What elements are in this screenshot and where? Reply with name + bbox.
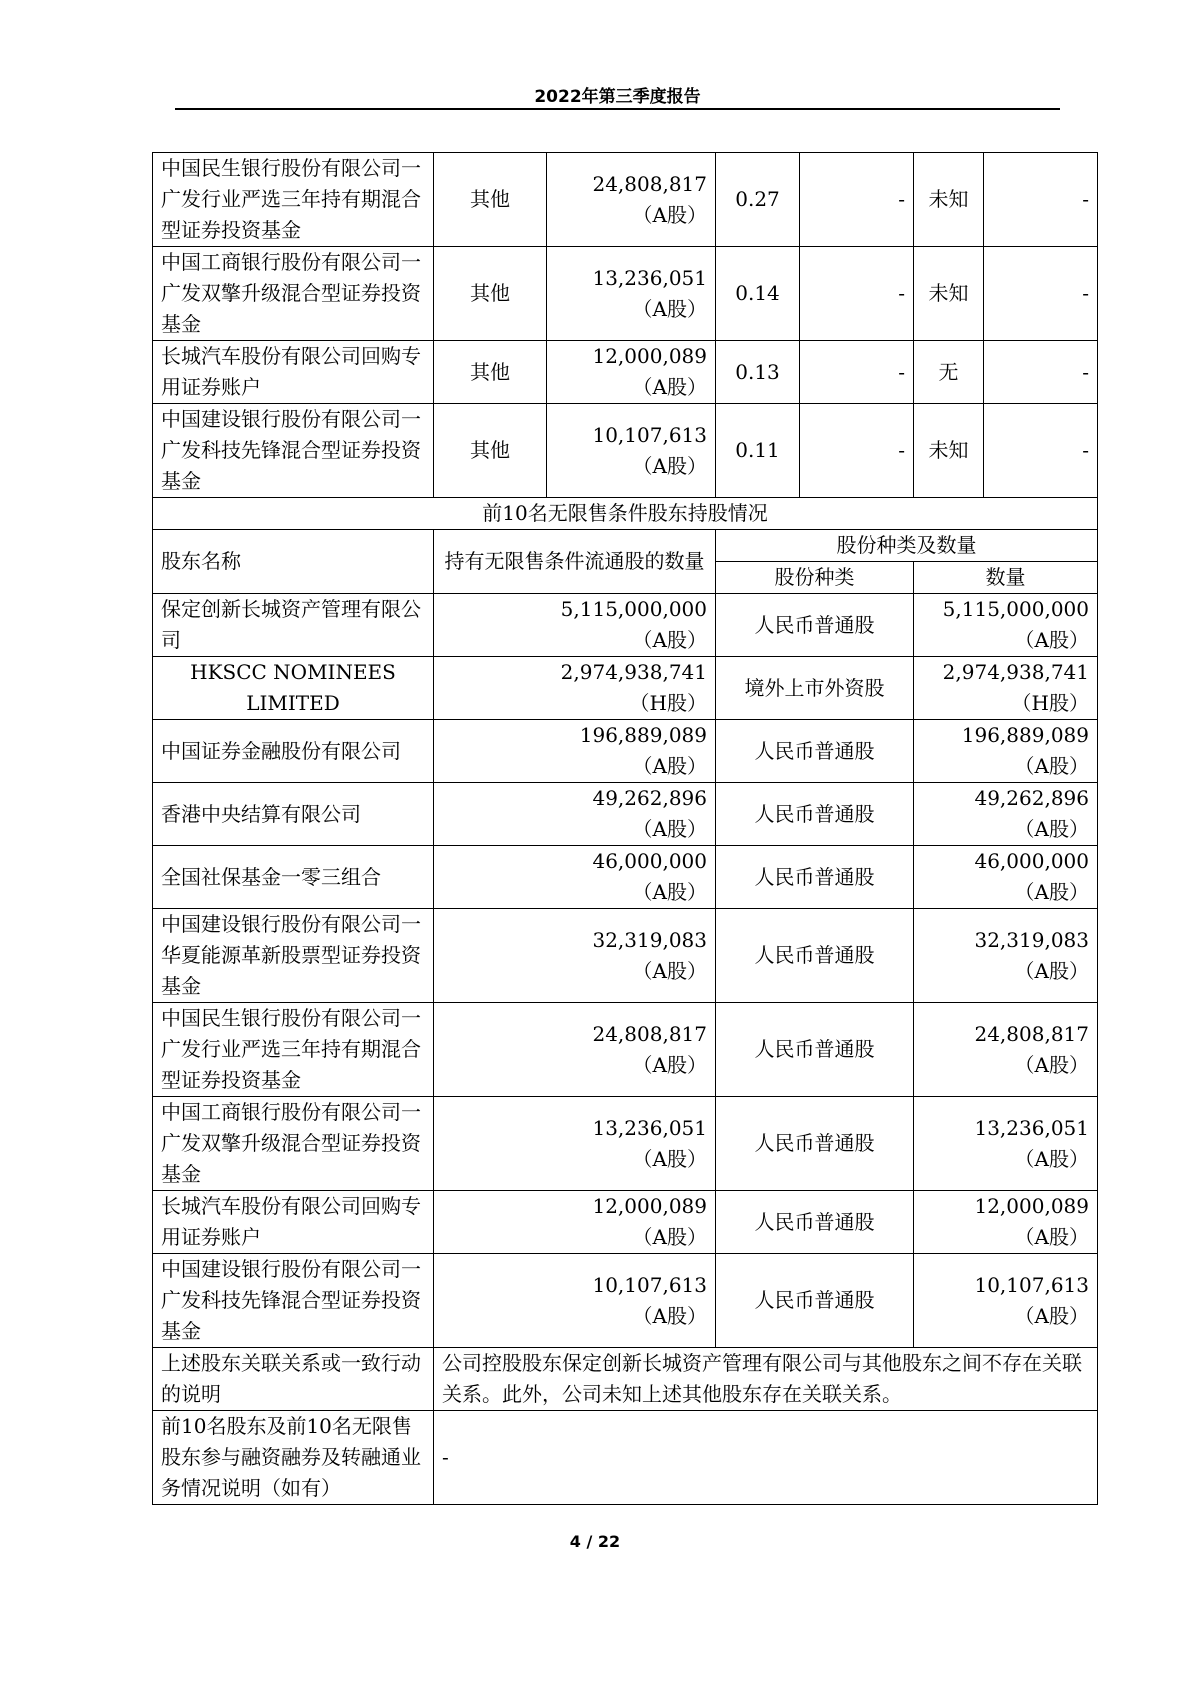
holder-name-cell: 长城汽车股份有限公司回购专用证券账户 xyxy=(153,1191,434,1254)
qty-class: （A股） xyxy=(1014,1146,1089,1171)
qty-class: （A股） xyxy=(1014,1303,1089,1328)
qty-cell xyxy=(914,594,1098,657)
qty-value: 32,319,083 xyxy=(974,927,1089,952)
restricted-cell: - xyxy=(800,404,914,498)
holder-name-cell: 中国证券金融股份有限公司 xyxy=(153,720,434,783)
shares-value: 46,000,000 xyxy=(592,849,707,873)
holder-nature-cell: 其他 xyxy=(434,341,547,404)
share-type-cell: 人民币普通股 xyxy=(716,1191,914,1254)
share-type-cell: 人民币普通股 xyxy=(716,594,914,657)
pledge-status-cell: 未知 xyxy=(914,247,984,341)
qty-cell xyxy=(914,1003,1098,1097)
share-class: （A股） xyxy=(632,453,707,478)
qty-value: 13,236,051 xyxy=(974,1115,1089,1140)
qty-value: 5,115,000,000 xyxy=(942,597,1089,621)
note-row xyxy=(153,1348,1098,1411)
note-label: 前10名股东及前10名无限售股东参与融资融券及转融通业务情况说明（如有） xyxy=(153,1411,434,1505)
holder-name-cell: 中国民生银行股份有限公司一广发行业严选三年持有期混合型证券投资基金 xyxy=(153,153,434,247)
qty-cell xyxy=(914,1254,1098,1348)
qty-cell xyxy=(914,1097,1098,1191)
qty-class: （H股） xyxy=(1011,691,1089,715)
table-row xyxy=(153,720,1098,783)
holder-name-cell: 中国建设银行股份有限公司一广发科技先锋混合型证券投资基金 xyxy=(153,404,434,498)
pledge-status-cell: 未知 xyxy=(914,153,984,247)
share-class: （A股） xyxy=(632,1052,707,1077)
table-row xyxy=(153,341,1098,404)
holder-nature-cell: 其他 xyxy=(434,404,547,498)
share-class: （H股） xyxy=(629,691,707,715)
holder-nature-cell: 其他 xyxy=(434,247,547,341)
qty-cell xyxy=(914,1191,1098,1254)
qty-value: 196,889,089 xyxy=(961,723,1089,747)
holder-name-cell: 长城汽车股份有限公司回购专用证券账户 xyxy=(153,341,434,404)
holder-name-cell: 保定创新长城资产管理有限公司 xyxy=(153,594,434,657)
share-class: （A股） xyxy=(632,1225,707,1249)
header-rule xyxy=(175,108,1060,110)
share-class: （A股） xyxy=(632,1146,707,1171)
qty-class: （A股） xyxy=(1014,880,1089,904)
table-row xyxy=(153,783,1098,846)
qty-cell xyxy=(914,783,1098,846)
qty-value: 49,262,896 xyxy=(974,786,1089,810)
qty-class: （A股） xyxy=(1014,754,1089,778)
restricted-cell: - xyxy=(800,247,914,341)
table-row xyxy=(153,153,1098,247)
table-row xyxy=(153,657,1098,720)
qty-value: 46,000,000 xyxy=(974,849,1089,873)
restricted-cell: - xyxy=(800,341,914,404)
share-type-cell: 人民币普通股 xyxy=(716,1254,914,1348)
shares-cell xyxy=(547,247,716,341)
ratio-cell: 0.14 xyxy=(716,247,800,341)
shares-value: 5,115,000,000 xyxy=(560,597,707,621)
shares-value: 49,262,896 xyxy=(592,786,707,810)
table-row xyxy=(153,1254,1098,1348)
table-row xyxy=(153,909,1098,1003)
section-title: 前10名无限售条件股东持股情况 xyxy=(153,498,1098,530)
share-class: （A股） xyxy=(632,1303,707,1328)
share-type-cell: 人民币普通股 xyxy=(716,720,914,783)
pledge-status-cell: 无 xyxy=(914,341,984,404)
restricted-cell: - xyxy=(800,153,914,247)
note-label: 上述股东关联关系或一致行动的说明 xyxy=(153,1348,434,1411)
holder-name-cell: 中国工商银行股份有限公司一广发双擎升级混合型证券投资基金 xyxy=(153,1097,434,1191)
table-row xyxy=(153,846,1098,909)
shares-cell xyxy=(434,783,716,846)
note-text: 公司控股股东保定创新长城资产管理有限公司与其他股东之间不存在关联关系。此外，公司未知上述其他股东存在关联关系。 xyxy=(434,1348,1098,1411)
shares-cell xyxy=(434,1003,716,1097)
shares-cell xyxy=(434,657,716,720)
share-class: （A股） xyxy=(632,628,707,652)
shares-cell xyxy=(434,1097,716,1191)
pledge-qty-cell: - xyxy=(984,341,1098,404)
shares-value: 32,319,083 xyxy=(592,927,707,952)
qty-value: 12,000,089 xyxy=(974,1194,1089,1218)
ratio-cell: 0.13 xyxy=(716,341,800,404)
qty-class: （A股） xyxy=(1014,628,1089,652)
page-number: 4 / 22 xyxy=(569,1532,621,1551)
holder-name-cell: HKSCC NOMINEES LIMITED xyxy=(153,657,434,720)
share-type-cell: 境外上市外资股 xyxy=(716,657,914,720)
section-title-row xyxy=(153,498,1098,530)
shares-value: 24,808,817 xyxy=(592,171,707,196)
share-class: （A股） xyxy=(632,958,707,983)
ratio-cell: 0.11 xyxy=(716,404,800,498)
pledge-status-cell: 未知 xyxy=(914,404,984,498)
note-row xyxy=(153,1411,1098,1505)
shares-cell xyxy=(434,594,716,657)
pledge-qty-cell: - xyxy=(984,153,1098,247)
holder-name-cell: 全国社保基金一零三组合 xyxy=(153,846,434,909)
shares-value: 2,974,938,741 xyxy=(560,660,707,684)
qty-value: 2,974,938,741 xyxy=(942,660,1089,684)
shares-value: 12,000,089 xyxy=(592,1194,707,1218)
qty-class: （A股） xyxy=(1014,1052,1089,1077)
pledge-qty-cell: - xyxy=(984,247,1098,341)
share-class: （A股） xyxy=(632,202,707,227)
share-type-cell: 人民币普通股 xyxy=(716,909,914,1003)
qty-cell xyxy=(914,720,1098,783)
qty-class: （A股） xyxy=(1014,817,1089,841)
shares-cell xyxy=(434,720,716,783)
shares-value: 10,107,613 xyxy=(592,422,707,447)
shares-value: 13,236,051 xyxy=(592,1115,707,1140)
col-header-qty: 数量 xyxy=(914,562,1098,594)
holder-name-cell: 中国民生银行股份有限公司一广发行业严选三年持有期混合型证券投资基金 xyxy=(153,1003,434,1097)
share-type-cell: 人民币普通股 xyxy=(716,846,914,909)
col-header-type-qty: 股份种类及数量 xyxy=(716,530,1098,562)
shares-value: 10,107,613 xyxy=(592,1272,707,1297)
holder-name-cell: 中国建设银行股份有限公司一华夏能源革新股票型证券投资基金 xyxy=(153,909,434,1003)
qty-value: 24,808,817 xyxy=(974,1021,1089,1046)
qty-cell xyxy=(914,846,1098,909)
shares-cell xyxy=(547,341,716,404)
report-header: 2022年第三季度报告 xyxy=(534,87,701,107)
table-row xyxy=(153,247,1098,341)
shareholder-table xyxy=(152,152,1098,1505)
table-row xyxy=(153,1003,1098,1097)
shares-cell xyxy=(547,153,716,247)
shares-cell xyxy=(547,404,716,498)
table-row xyxy=(153,404,1098,498)
holder-name-cell: 中国工商银行股份有限公司一广发双擎升级混合型证券投资基金 xyxy=(153,247,434,341)
shares-cell xyxy=(434,1254,716,1348)
share-type-cell: 人民币普通股 xyxy=(716,1003,914,1097)
shares-value: 24,808,817 xyxy=(592,1021,707,1046)
share-class: （A股） xyxy=(632,880,707,904)
qty-class: （A股） xyxy=(1014,958,1089,983)
qty-value: 10,107,613 xyxy=(974,1272,1089,1297)
shares-value: 196,889,089 xyxy=(579,723,707,747)
table-row xyxy=(153,1191,1098,1254)
share-class: （A股） xyxy=(632,817,707,841)
note-text: - xyxy=(434,1411,1098,1505)
qty-cell xyxy=(914,657,1098,720)
column-header-row xyxy=(153,530,1098,562)
share-class: （A股） xyxy=(632,375,707,399)
share-class: （A股） xyxy=(632,754,707,778)
share-type-cell: 人民币普通股 xyxy=(716,1097,914,1191)
holder-name-cell: 香港中央结算有限公司 xyxy=(153,783,434,846)
pledge-qty-cell: - xyxy=(984,404,1098,498)
holder-nature-cell: 其他 xyxy=(434,153,547,247)
shares-cell xyxy=(434,846,716,909)
shares-value: 12,000,089 xyxy=(592,344,707,368)
qty-cell xyxy=(914,909,1098,1003)
ratio-cell: 0.27 xyxy=(716,153,800,247)
shares-cell xyxy=(434,909,716,1003)
share-type-cell: 人民币普通股 xyxy=(716,783,914,846)
holder-name-cell: 中国建设银行股份有限公司一广发科技先锋混合型证券投资基金 xyxy=(153,1254,434,1348)
table-row xyxy=(153,594,1098,657)
col-header-type: 股份种类 xyxy=(716,562,914,594)
table-row xyxy=(153,1097,1098,1191)
col-header-shares: 持有无限售条件流通股的数量 xyxy=(434,530,716,594)
qty-class: （A股） xyxy=(1014,1225,1089,1249)
col-header-name: 股东名称 xyxy=(153,530,434,594)
shares-cell xyxy=(434,1191,716,1254)
share-class: （A股） xyxy=(632,296,707,321)
shares-value: 13,236,051 xyxy=(592,265,707,290)
